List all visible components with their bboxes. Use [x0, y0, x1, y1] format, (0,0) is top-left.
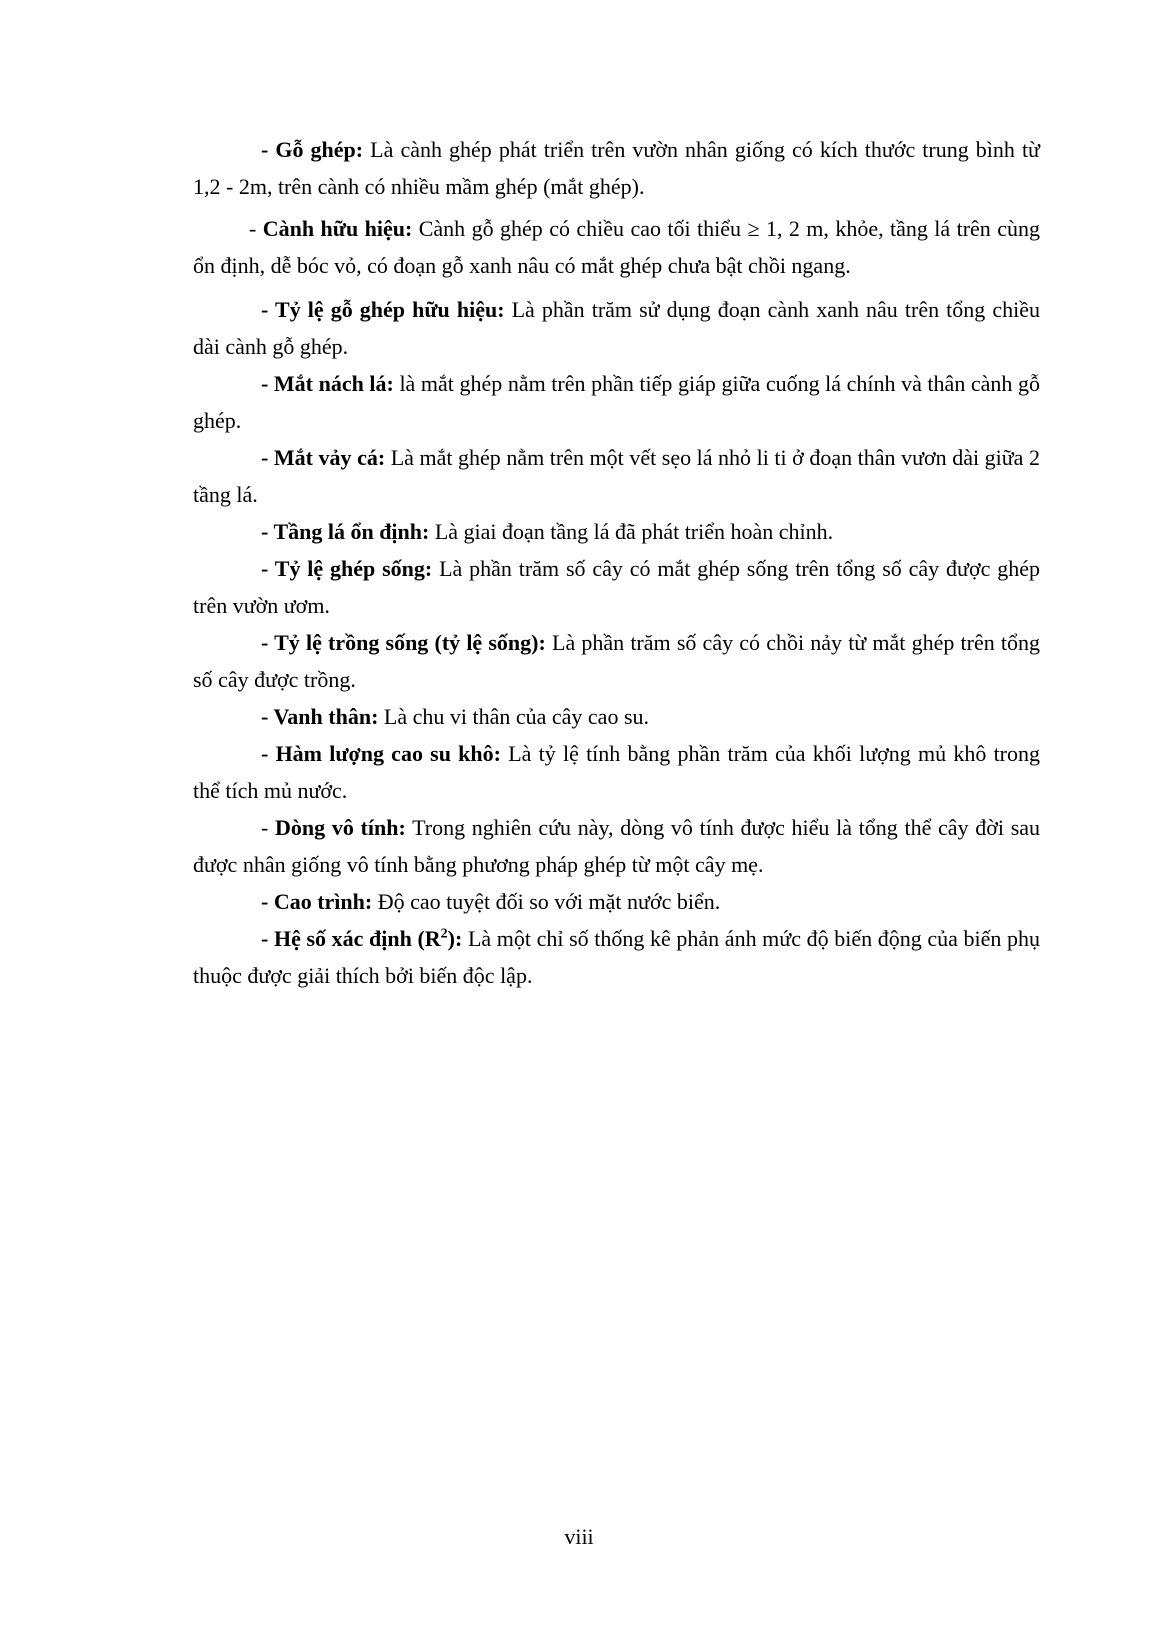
definition-mat-nach-la: [193, 365, 1040, 439]
definition-text: Là giai đoạn tầng lá đã phát triển hoàn chỉnh.: [429, 519, 834, 544]
entry-dash: -: [261, 704, 274, 729]
entry-dash: -: [261, 519, 274, 544]
definition-term: Cành hữu hiệu:: [262, 216, 413, 241]
definition-term: Hàm lượng cao su khô:: [275, 741, 501, 766]
entry-dash: -: [249, 216, 263, 241]
entry-dash: -: [261, 137, 276, 162]
definition-term: Dòng vô tính:: [275, 815, 406, 840]
definition-term-main: Hệ số xác định (R: [273, 926, 441, 951]
entry-dash: -: [261, 741, 276, 766]
entry-dash: -: [261, 889, 274, 914]
entry-dash: -: [261, 926, 274, 951]
definition-term: Tỷ lệ trồng sống (tỷ lệ sống):: [274, 630, 546, 655]
definition-term: Mắt vảy cá:: [273, 445, 386, 470]
definition-term: Tỷ lệ gỗ ghép hữu hiệu:: [275, 297, 505, 322]
entry-dash: -: [261, 371, 274, 396]
definition-text: Là cành ghép phát triển trên vườn nhân giống có kích thước trung bình từ 1,2 - 2m, trên cành có nhiều mầm ghép (mắt ghép).: [193, 137, 1040, 199]
definition-text: là mắt ghép nằm trên phần tiếp giáp giữa cuống lá chính và thân cành gỗ ghép.: [193, 371, 1041, 433]
page-body: [193, 131, 1040, 994]
definition-term: Mắt nách lá:: [273, 371, 394, 396]
entry-dash: -: [261, 815, 276, 840]
definition-he-so-xac-dinh: [193, 920, 1040, 994]
entry-dash: -: [261, 297, 276, 322]
definition-cao-trinh: [193, 883, 1040, 920]
definition-text: Là mắt ghép nằm trên một vết sẹo lá nhỏ li ti ở đoạn thân vươn dài giữa 2 tầng lá.: [193, 445, 1041, 507]
definition-term-end: ):: [447, 926, 463, 951]
definition-term: [274, 926, 462, 951]
definition-text: Là phần trăm số cây có mắt ghép sống trên tổng số cây được ghép trên vườn ươm.: [193, 556, 1040, 618]
definition-ty-le-trong-song: [193, 624, 1040, 698]
superscript-exponent: 2: [440, 926, 448, 942]
page-number: viii: [564, 1524, 594, 1549]
definition-term: Tầng lá ổn định:: [273, 519, 430, 544]
definition-term: Vanh thân:: [273, 704, 379, 729]
definition-mat-vay-ca: [193, 439, 1040, 513]
definition-vanh-than: [193, 698, 1040, 735]
definition-text: Cành gỗ ghép có chiều cao tối thiểu ≥ 1, 2 m, khỏe, tầng lá trên cùng ổn định, dễ bóc vỏ, có đoạn gỗ xanh nâu có mắt ghép chưa bật chồi ngang.: [193, 216, 1040, 278]
definition-ty-le-ghep-song: [193, 550, 1040, 624]
entry-dash: -: [261, 445, 274, 470]
definition-text: Là một chỉ số thống kê phản ánh mức độ biến động của biến phụ thuộc được giải thích bởi biến độc lập.: [193, 926, 1040, 988]
definition-go-ghep: [193, 131, 1040, 205]
definition-text: Là chu vi thân của cây cao su.: [378, 704, 650, 729]
definition-tang-la-on-dinh: [193, 513, 1040, 550]
definition-term: Cao trình:: [273, 889, 373, 914]
definition-text: Là tỷ lệ tính bằng phần trăm của khối lượng mủ khô trong thể tích mủ nước.: [193, 741, 1041, 803]
definition-ham-luong-cao-su-kho: [193, 735, 1040, 809]
definition-dong-vo-tinh: [193, 809, 1040, 883]
definition-text: Độ cao tuyệt đối so với mặt nước biển.: [372, 889, 721, 914]
definition-text: Là phần trăm số cây có chồi nảy từ mắt ghép trên tổng số cây được trồng.: [193, 630, 1040, 692]
definition-text: Trong nghiên cứu này, dòng vô tính được hiểu là tổng thể cây đời sau được nhân giống vô tính bằng phương pháp ghép từ một cây mẹ.: [193, 815, 1041, 877]
definition-term: Gỗ ghép:: [275, 137, 364, 162]
entry-dash: -: [261, 556, 275, 581]
definition-term: Tỷ lệ ghép sống:: [274, 556, 433, 581]
definition-canh-huu-hieu: [193, 210, 1040, 284]
definition-text: Là phần trăm sử dụng đoạn cành xanh nâu trên tổng chiều dài cành gỗ ghép.: [193, 297, 1040, 359]
entry-dash: -: [261, 630, 275, 655]
definition-ty-le-go-ghep-huu-hieu: [193, 291, 1040, 365]
